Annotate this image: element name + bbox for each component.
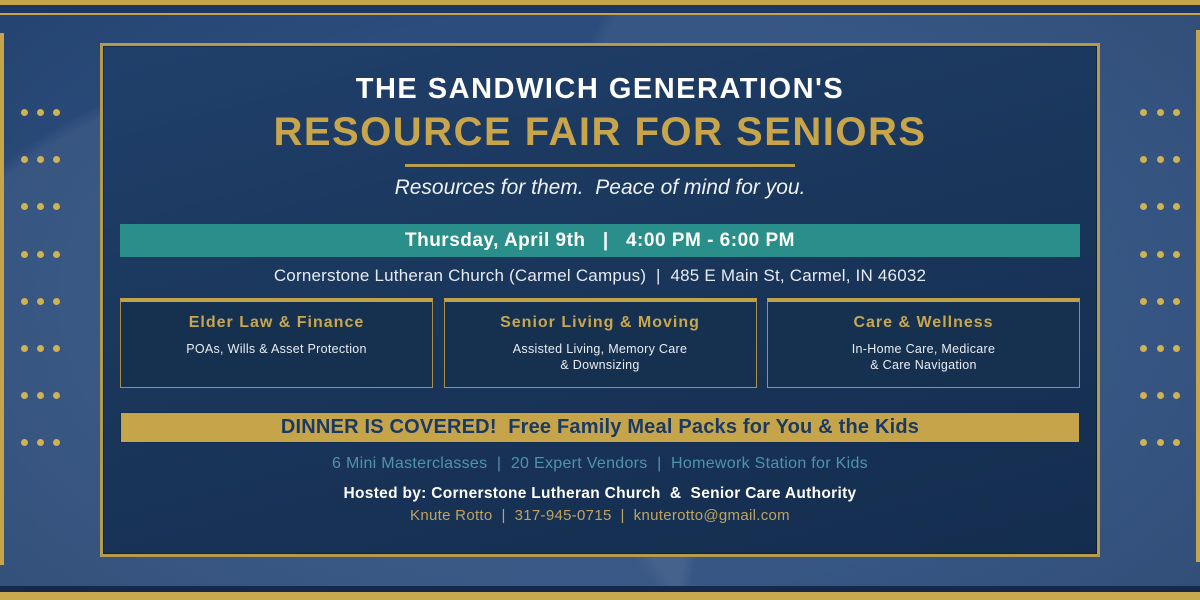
dot-ornament <box>1157 439 1164 446</box>
dot-ornament <box>1140 439 1147 446</box>
dot-ornament <box>53 251 60 258</box>
dot-ornament <box>37 203 44 210</box>
category-card-care-wellness <box>767 298 1080 388</box>
dot-ornament <box>1140 109 1147 116</box>
contact-line: Knute Rotto | 317-945-0715 | knuterotto@gmail.com <box>410 507 790 524</box>
dot-ornament <box>1173 156 1180 163</box>
dot-ornament <box>1157 345 1164 352</box>
dot-ornament <box>1157 392 1164 399</box>
dot-ornament <box>1140 345 1147 352</box>
dot-ornament <box>1157 298 1164 305</box>
frame-top-navy-band <box>0 5 1200 13</box>
frame-top-gold-pinstripe <box>0 13 1200 15</box>
dot-ornament <box>1157 109 1164 116</box>
dot-ornament <box>37 439 44 446</box>
dot-ornament <box>53 109 60 116</box>
dot-ornament <box>21 392 28 399</box>
dot-ornament <box>21 156 28 163</box>
dot-ornament <box>21 345 28 352</box>
title-divider-rule <box>405 164 795 167</box>
dot-ornament <box>21 203 28 210</box>
dot-ornament <box>37 251 44 258</box>
dot-ornament <box>37 345 44 352</box>
category-detail: & Care Navigation <box>870 358 977 372</box>
dot-ornament <box>53 298 60 305</box>
category-title: Care & Wellness <box>853 314 994 331</box>
dot-ornament <box>53 203 60 210</box>
dot-ornament <box>21 109 28 116</box>
event-kicker: THE SANDWICH GENERATION'S <box>355 73 845 105</box>
category-card-senior-living <box>444 298 757 388</box>
category-cards <box>120 298 1080 388</box>
dot-ornament <box>1173 392 1180 399</box>
main-panel <box>100 43 1100 557</box>
frame-bottom-gold-bar <box>0 592 1200 600</box>
dot-ornament <box>53 392 60 399</box>
event-highlights: 6 Mini Masterclasses | 20 Expert Vendors | Homework Station for Kids <box>332 455 868 472</box>
dot-ornament <box>1173 345 1180 352</box>
frame-left-gold-strip <box>0 33 4 565</box>
dot-ornament <box>1173 203 1180 210</box>
dot-ornament <box>37 298 44 305</box>
event-title: RESOURCE FAIR FOR SENIORS <box>273 110 927 154</box>
dot-ornament <box>1140 203 1147 210</box>
dot-ornament <box>37 156 44 163</box>
dot-ornament <box>53 439 60 446</box>
dot-ornament <box>1173 251 1180 258</box>
dot-ornament <box>53 345 60 352</box>
category-detail: In-Home Care, Medicare <box>851 342 996 356</box>
dot-ornament <box>1157 203 1164 210</box>
dot-ornament <box>53 156 60 163</box>
dot-ornament <box>1173 439 1180 446</box>
dot-ornament <box>1173 298 1180 305</box>
dot-ornament <box>37 392 44 399</box>
category-detail: Assisted Living, Memory Care <box>512 342 688 356</box>
dot-ornament <box>1140 298 1147 305</box>
dot-ornament <box>21 251 28 258</box>
category-card-elder-law <box>120 298 433 388</box>
datetime-banner: Thursday, April 9th | 4:00 PM - 6:00 PM <box>120 224 1080 257</box>
category-title: Elder Law & Finance <box>188 314 365 331</box>
dot-ornament <box>21 439 28 446</box>
dinner-banner: DINNER IS COVERED! Free Family Meal Packs for You & the Kids <box>120 412 1080 443</box>
dot-ornament <box>37 109 44 116</box>
venue-address: Cornerstone Lutheran Church (Carmel Campus) | 485 E Main St, Carmel, IN 46032 <box>273 266 927 285</box>
category-detail: POAs, Wills & Asset Protection <box>186 342 367 356</box>
dot-ornament <box>1140 156 1147 163</box>
dot-ornament <box>1157 251 1164 258</box>
dot-ornament <box>1157 156 1164 163</box>
event-tagline: Resources for them. Peace of mind for you. <box>394 176 806 199</box>
category-title: Senior Living & Moving <box>500 314 700 331</box>
dot-ornament <box>1173 109 1180 116</box>
dot-ornament <box>21 298 28 305</box>
frame-right-gold-strip <box>1196 30 1200 562</box>
dot-ornament <box>1140 251 1147 258</box>
hosted-by-line: Hosted by: Cornerstone Lutheran Church & Senior Care Authority <box>343 485 857 502</box>
dot-ornament <box>1140 392 1147 399</box>
category-detail: & Downsizing <box>560 358 640 372</box>
